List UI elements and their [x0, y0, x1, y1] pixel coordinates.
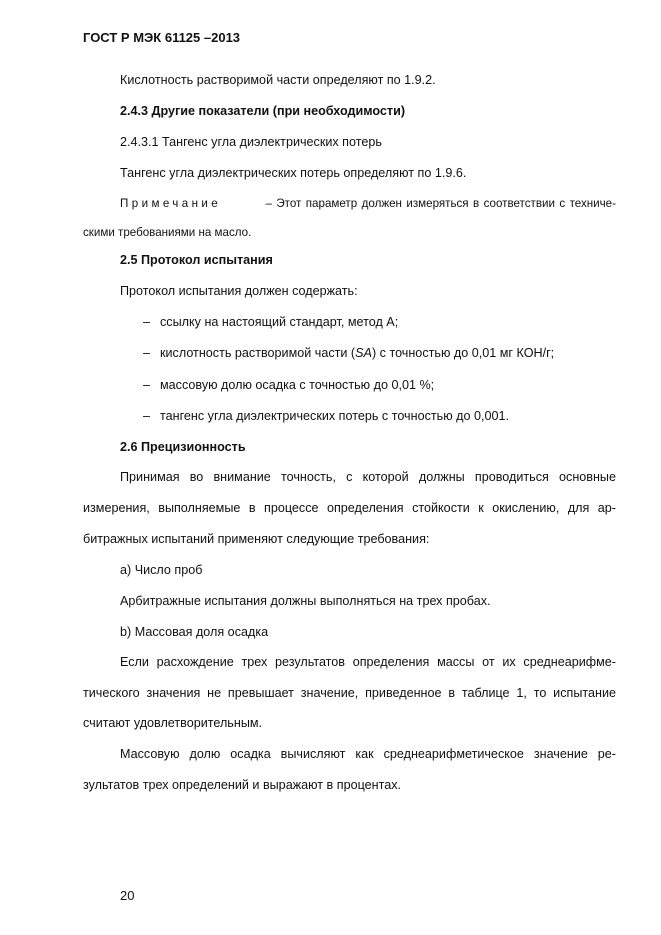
list-item-text-before: кислотность растворимой части (	[160, 346, 356, 360]
note-text-1: – Этот параметр должен измеряться в соответствии с техниче-	[265, 197, 616, 210]
list-dash: –	[143, 315, 151, 329]
list-dash: –	[143, 378, 151, 392]
discrepancy-line-1: Если расхождение трех результатов определения массы от их среднеарифме-	[120, 655, 616, 669]
item-a-sample-count: а) Число проб	[120, 563, 203, 577]
note-label: Примечание	[120, 197, 222, 210]
list-dash: –	[143, 346, 151, 360]
section-heading-2-5: 2.5 Протокол испытания	[120, 253, 273, 267]
list-item-text: массовую долю осадка с точностью до 0,01 %;	[160, 378, 435, 392]
precision-line-3: битражных испытаний применяют следующие требования:	[83, 532, 430, 546]
paragraph-arbitrage: Арбитражные испытания должны выполняться на трех пробах.	[120, 594, 491, 608]
list-dash: –	[143, 409, 151, 423]
note-line-1	[120, 196, 616, 211]
list-item-text: ссылку на настоящий стандарт, метод А;	[160, 315, 399, 329]
document-header-standard-id: ГОСТ Р МЭК 61125 –2013	[83, 30, 241, 45]
list-item-italic-sa: SA	[355, 346, 372, 360]
precision-line-2: измерения, выполняемые в процессе определения стойкости к окислению, для ар-	[83, 501, 616, 515]
subsection-heading-2-4-3-1: 2.4.3.1 Тангенс угла диэлектрических потерь	[120, 135, 382, 149]
paragraph-protocol-intro: Протокол испытания должен содержать:	[120, 284, 358, 298]
section-heading-2-4-3: 2.4.3 Другие показатели (при необходимости)	[120, 104, 406, 118]
list-item-text	[160, 346, 554, 361]
note-line-2: скими требованиями на масло.	[83, 226, 252, 239]
paragraph-acidity: Кислотность растворимой части определяют по 1.9.2.	[120, 73, 436, 87]
mass-line-2: зультатов трех определений и выражают в процентах.	[83, 778, 402, 792]
paragraph-tangent: Тангенс угла диэлектрических потерь определяют по 1.9.6.	[120, 166, 467, 180]
section-heading-2-6: 2.6 Прецизионность	[120, 440, 246, 454]
discrepancy-line-2: тического значения не превышает значение, приведенное в таблице 1, то испытание	[83, 686, 616, 700]
mass-line-1: Массовую долю осадка вычисляют как среднеарифметическое значение ре-	[120, 747, 616, 761]
discrepancy-line-3: считают удовлетворительным.	[83, 716, 263, 730]
page-number: 20	[120, 888, 135, 903]
list-item-text: тангенс угла диэлектрических потерь с точностью до 0,001.	[160, 409, 510, 423]
precision-line-1: Принимая во внимание точность, с которой должны проводиться основные	[120, 470, 616, 484]
item-b-sediment-mass: b) Массовая доля осадка	[120, 625, 269, 639]
list-item-text-after: ) с точностью до 0,01 мг КОН/г;	[371, 346, 555, 360]
